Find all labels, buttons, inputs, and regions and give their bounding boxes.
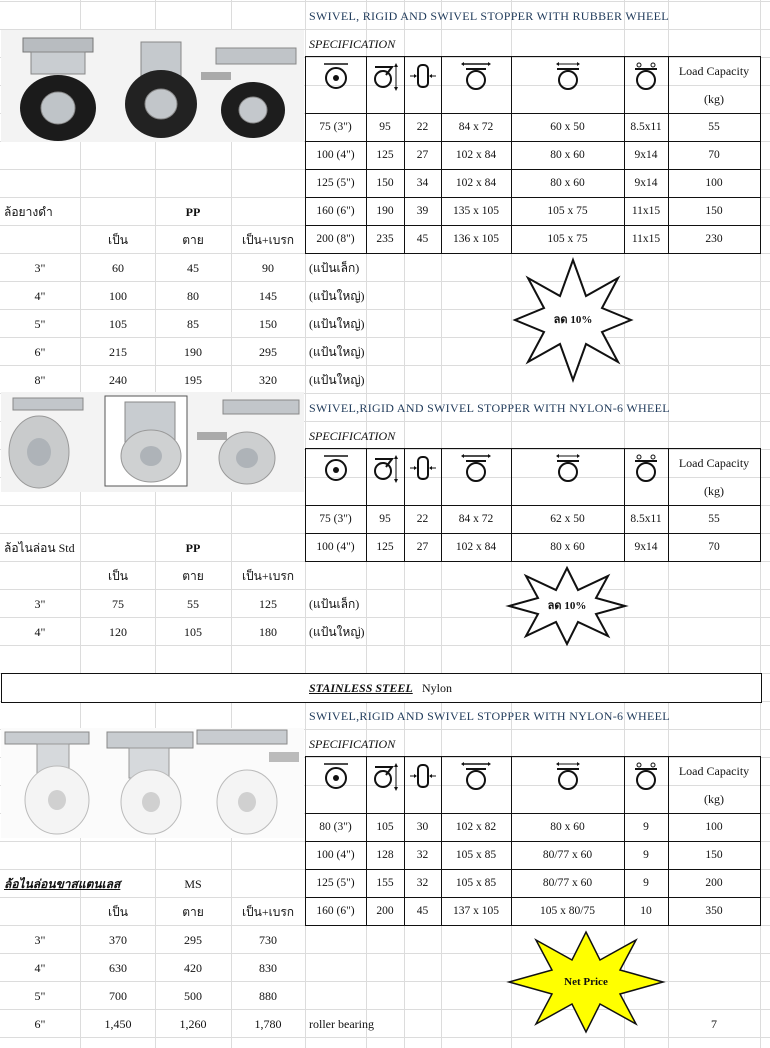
- net-price-badge: [508, 930, 664, 1034]
- table-border: [404, 448, 405, 562]
- spec-cell: 102 x 82: [455, 821, 497, 833]
- load-capacity-header: Load Capacity: [678, 64, 750, 78]
- table-border: [305, 225, 761, 226]
- price-value: 370: [109, 933, 127, 947]
- wheel-diameter-icon: [321, 453, 351, 483]
- spec-cell: 8.5x11: [630, 513, 662, 525]
- stainless-banner-sub: Nylon: [422, 681, 452, 695]
- load-capacity-header: Load Capacity: [678, 764, 750, 778]
- spec-cell: 84 x 72: [458, 513, 494, 525]
- spec-cell: 230: [705, 233, 723, 245]
- grid-row-line: [0, 1, 770, 2]
- price-value: 1,780: [254, 1017, 282, 1031]
- price-size: 4": [34, 289, 46, 303]
- price-column-header: เป็น: [108, 569, 128, 583]
- spec-cell: 200 (8"): [316, 233, 355, 245]
- bolt-spacing-icon: [553, 761, 583, 791]
- table-border: [305, 897, 761, 898]
- price-value: 90: [262, 261, 274, 275]
- table-border: [511, 756, 512, 926]
- rubber-section-title: SWIVEL, RIGID AND SWIVEL STOPPER WITH RUBBER WHEEL: [309, 9, 669, 23]
- spec-cell: 27: [416, 149, 429, 161]
- spec-cell: 9: [643, 877, 649, 889]
- price-value: 180: [259, 625, 277, 639]
- rubber-material: PP: [185, 205, 201, 219]
- spec-cell: 32: [416, 849, 429, 861]
- spec-cell: 80/77 x 60: [542, 877, 593, 889]
- price-value: 880: [259, 989, 277, 1003]
- price-value: 190: [184, 345, 202, 359]
- spec-cell: 155: [376, 877, 394, 889]
- grid-row-line: [0, 1037, 770, 1038]
- nylon-product-name: ล้อไนล่อน Std: [4, 541, 75, 555]
- top-plate-icon: [461, 61, 491, 91]
- nylon-section-title: SWIVEL,RIGID AND SWIVEL STOPPER WITH NYLON-6 WHEEL: [309, 401, 670, 415]
- table-border: [305, 756, 306, 926]
- price-column-header: ตาย: [182, 233, 204, 247]
- table-border: [305, 561, 761, 562]
- spec-cell: 11x15: [631, 205, 661, 217]
- spec-cell: 8.5x11: [630, 121, 662, 133]
- table-border: [366, 756, 367, 926]
- price-value: 105: [109, 317, 127, 331]
- rubber-badge-text: ลด 10%: [553, 314, 593, 326]
- table-border: [366, 448, 367, 562]
- spec-cell: 80 x 60: [550, 821, 585, 833]
- price-value: 295: [259, 345, 277, 359]
- price-size: 6": [34, 1017, 46, 1031]
- spec-cell: 30: [416, 821, 429, 833]
- bolt-spacing-icon: [553, 453, 583, 483]
- plate-size-note: (แป้นใหญ่): [309, 373, 365, 387]
- price-value: 215: [109, 345, 127, 359]
- table-border: [305, 925, 761, 926]
- table-border: [305, 113, 761, 114]
- spec-cell: 105 x 75: [547, 233, 588, 245]
- spec-cell: 136 x 105: [453, 233, 499, 245]
- price-size: 4": [34, 961, 46, 975]
- table-border: [404, 756, 405, 926]
- rubber-brake-caster-icon: [201, 48, 296, 138]
- stainless-wheel-casters-photo: [1, 728, 304, 838]
- price-value: 730: [259, 933, 277, 947]
- spec-cell: 102 x 84: [455, 177, 497, 189]
- top-plate-icon: [461, 453, 491, 483]
- spec-cell: 27: [416, 541, 429, 553]
- spec-cell: 45: [416, 233, 429, 245]
- stainless-section-title: SWIVEL,RIGID AND SWIVEL STOPPER WITH NYLON-6 WHEEL: [309, 709, 670, 723]
- rubber-wheel-casters-photo: [1, 30, 304, 142]
- stainless-rigid-caster-icon: [107, 732, 193, 834]
- price-value: 120: [109, 625, 127, 639]
- spec-cell: 9x14: [634, 177, 658, 189]
- spec-cell: 102 x 84: [455, 541, 497, 553]
- spec-cell: 100: [705, 821, 723, 833]
- spec-cell: 150: [705, 205, 723, 217]
- stainless-spec-label: SPECIFICATION: [309, 737, 396, 751]
- spec-cell: 125 (5"): [316, 177, 355, 189]
- table-border: [441, 756, 442, 926]
- table-border: [668, 448, 669, 562]
- table-border: [511, 448, 512, 562]
- grid-row-line: [0, 617, 770, 618]
- spec-cell: 55: [708, 121, 720, 133]
- price-size: 5": [34, 989, 46, 1003]
- price-column-header: เป็น+เบรก: [241, 569, 295, 583]
- price-size: 3": [34, 261, 46, 275]
- price-value: 700: [109, 989, 127, 1003]
- price-column-header: ตาย: [182, 905, 204, 919]
- price-size: 8": [34, 373, 46, 387]
- spec-cell: 235: [376, 233, 394, 245]
- rubber-spec-label: SPECIFICATION: [309, 37, 396, 51]
- nylon-swivel-caster-icon: [9, 398, 83, 488]
- price-size: 6": [34, 345, 46, 359]
- price-value: 125: [259, 597, 277, 611]
- nylon-spec-label: SPECIFICATION: [309, 429, 396, 443]
- grid-row-line: [0, 281, 770, 282]
- spec-cell: 105 x 85: [455, 849, 497, 861]
- spec-cell: 135 x 105: [453, 205, 499, 217]
- spec-cell: 55: [708, 513, 720, 525]
- load-capacity-unit: (kg): [704, 484, 724, 498]
- spec-cell: 32: [416, 877, 429, 889]
- spec-cell: 22: [416, 121, 429, 133]
- table-border: [305, 169, 761, 170]
- plate-size-note: (แป้นใหญ่): [309, 289, 365, 303]
- table-border: [305, 448, 306, 562]
- table-border: [624, 756, 625, 926]
- bolt-hole-icon: [631, 453, 661, 483]
- table-border: [624, 56, 625, 254]
- rubber-swivel-caster-icon: [20, 38, 96, 141]
- spec-cell: 80 x 60: [550, 541, 585, 553]
- spec-cell: 70: [708, 541, 720, 553]
- price-value: 100: [109, 289, 127, 303]
- spec-cell: 350: [705, 905, 723, 917]
- nylon-discount-badge: [508, 566, 626, 646]
- wheel-width-icon: [408, 453, 438, 483]
- spec-cell: 128: [376, 849, 394, 861]
- table-border: [624, 448, 625, 562]
- spec-cell: 39: [416, 205, 429, 217]
- spec-cell: 100 (4"): [316, 849, 355, 861]
- price-value: 830: [259, 961, 277, 975]
- table-border: [760, 756, 761, 926]
- spec-cell: 125: [376, 541, 394, 553]
- price-size: 4": [34, 625, 46, 639]
- price-value: 240: [109, 373, 127, 387]
- price-value: 1,450: [104, 1017, 132, 1031]
- table-border: [760, 56, 761, 254]
- plate-size-note: (แป้นเล็ก): [309, 597, 360, 611]
- table-border: [668, 56, 669, 254]
- grid-row-line: [0, 365, 770, 366]
- plate-size-note: (แป้นใหญ่): [309, 625, 365, 639]
- nylon-badge-text: ลด 10%: [547, 600, 587, 612]
- table-border: [668, 756, 669, 926]
- table-border: [305, 253, 761, 254]
- nylon-material: PP: [185, 541, 201, 555]
- spec-cell: 62 x 50: [550, 513, 585, 525]
- price-value: 105: [184, 625, 202, 639]
- price-value: 1,260: [179, 1017, 207, 1031]
- table-border: [511, 56, 512, 254]
- overall-height-icon: [370, 61, 400, 91]
- bolt-spacing-icon: [553, 61, 583, 91]
- spec-cell: 150: [705, 849, 723, 861]
- price-size: 3": [34, 933, 46, 947]
- price-value: 60: [112, 261, 124, 275]
- price-column-header: เป็น: [108, 905, 128, 919]
- spec-cell: 34: [416, 177, 429, 189]
- stainless-swivel-caster-icon: [5, 732, 89, 834]
- load-capacity-unit: (kg): [704, 792, 724, 806]
- nylon-wheel-casters-photo: [1, 392, 304, 492]
- spec-cell: 9x14: [634, 149, 658, 161]
- spec-cell: 102 x 84: [455, 149, 497, 161]
- price-column-header: เป็น: [108, 233, 128, 247]
- spec-cell: 9x14: [634, 541, 658, 553]
- spec-cell: 150: [376, 177, 394, 189]
- price-value: 420: [184, 961, 202, 975]
- price-value: 195: [184, 373, 202, 387]
- spec-cell: 160 (6"): [316, 205, 355, 217]
- spec-cell: 200: [705, 877, 723, 889]
- rubber-product-name: ล้อยางดำ: [4, 205, 53, 219]
- spec-cell: 160 (6"): [316, 905, 355, 917]
- price-column-header: เป็น+เบรก: [241, 233, 295, 247]
- spec-cell: 125 (5"): [316, 877, 355, 889]
- load-capacity-header: Load Capacity: [678, 456, 750, 470]
- table-border: [366, 56, 367, 254]
- table-border: [305, 841, 761, 842]
- wheel-width-icon: [408, 61, 438, 91]
- spec-cell: 22: [416, 513, 429, 525]
- grid-row-line: [0, 645, 770, 646]
- spec-cell: 70: [708, 149, 720, 161]
- spec-cell: 100 (4"): [316, 541, 355, 553]
- stainless-product-name: ล้อไนล่อนขาสแตนเลส: [4, 877, 121, 891]
- table-border: [404, 56, 405, 254]
- spec-cell: 45: [416, 905, 429, 917]
- nylon-brake-caster-icon: [197, 400, 299, 484]
- table-border: [305, 756, 761, 757]
- price-value: 145: [259, 289, 277, 303]
- spec-cell: 105 x 85: [455, 877, 497, 889]
- price-size: 3": [34, 597, 46, 611]
- spec-cell: 60 x 50: [550, 121, 585, 133]
- load-capacity-unit: (kg): [704, 92, 724, 106]
- table-border: [305, 505, 761, 506]
- spec-cell: 80 x 60: [550, 177, 585, 189]
- stainless-brake-caster-icon: [197, 730, 299, 834]
- table-border: [305, 197, 761, 198]
- price-value: 45: [187, 261, 199, 275]
- price-value: 85: [187, 317, 199, 331]
- overall-height-icon: [370, 453, 400, 483]
- table-border: [441, 448, 442, 562]
- spec-cell: 125: [376, 149, 394, 161]
- bolt-hole-icon: [631, 61, 661, 91]
- spec-cell: 105 x 80/75: [540, 905, 595, 917]
- price-value: 55: [187, 597, 199, 611]
- spec-cell: 100: [705, 177, 723, 189]
- wheel-diameter-icon: [321, 761, 351, 791]
- overall-height-icon: [370, 761, 400, 791]
- price-value: 75: [112, 597, 124, 611]
- table-border: [305, 533, 761, 534]
- spec-cell: 105: [376, 821, 394, 833]
- spec-cell: 75 (3"): [319, 513, 352, 525]
- spec-cell: 105 x 75: [547, 205, 588, 217]
- bolt-hole-icon: [631, 761, 661, 791]
- spec-cell: 100 (4"): [316, 149, 355, 161]
- table-border: [441, 56, 442, 254]
- table-border: [305, 56, 761, 57]
- net-price-text: Net Price: [564, 976, 608, 988]
- price-size: 5": [34, 317, 46, 331]
- spec-cell: 10: [640, 905, 652, 917]
- table-border: [305, 141, 761, 142]
- wheel-diameter-icon: [321, 61, 351, 91]
- price-value: 80: [187, 289, 199, 303]
- spec-cell: 75 (3"): [319, 121, 352, 133]
- price-value: 295: [184, 933, 202, 947]
- spec-cell: 80/77 x 60: [542, 849, 593, 861]
- price-column-header: ตาย: [182, 569, 204, 583]
- spec-cell: 190: [376, 205, 394, 217]
- spec-cell: 84 x 72: [458, 121, 494, 133]
- top-plate-icon: [461, 761, 491, 791]
- rubber-discount-badge: [514, 258, 632, 382]
- grid-row-line: [0, 337, 770, 338]
- spec-cell: 200: [376, 905, 394, 917]
- price-column-header: เป็น+เบรก: [241, 905, 295, 919]
- price-value: 630: [109, 961, 127, 975]
- grid-row-line: [0, 309, 770, 310]
- rubber-rigid-caster-icon: [125, 42, 197, 138]
- plate-size-note: (แป้นใหญ่): [309, 317, 365, 331]
- wheel-width-icon: [408, 761, 438, 791]
- plate-size-note: (แป้นเล็ก): [309, 261, 360, 275]
- spec-cell: 9: [643, 849, 649, 861]
- table-border: [305, 56, 306, 254]
- table-border: [305, 448, 761, 449]
- spec-cell: 137 x 105: [453, 905, 499, 917]
- table-border: [305, 869, 761, 870]
- stainless-material: MS: [184, 877, 202, 891]
- plate-size-note: (แป้นใหญ่): [309, 345, 365, 359]
- price-value: 500: [184, 989, 202, 1003]
- roller-bearing-note: roller bearing: [309, 1017, 374, 1031]
- stainless-banner: [1, 673, 762, 703]
- spec-cell: 80 (3"): [319, 821, 352, 833]
- spec-cell: 9: [643, 821, 649, 833]
- spec-cell: 11x15: [631, 233, 661, 245]
- table-border: [760, 448, 761, 562]
- spec-cell: 80 x 60: [550, 149, 585, 161]
- grid-row-line: [0, 589, 770, 590]
- table-border: [305, 813, 761, 814]
- stainless-banner-label: STAINLESS STEEL: [309, 681, 413, 695]
- spec-cell: 95: [379, 121, 391, 133]
- price-value: 150: [259, 317, 277, 331]
- page-number: 7: [711, 1017, 717, 1031]
- nylon-rigid-caster-icon: [105, 396, 187, 486]
- spec-cell: 95: [379, 513, 391, 525]
- price-value: 320: [259, 373, 277, 387]
